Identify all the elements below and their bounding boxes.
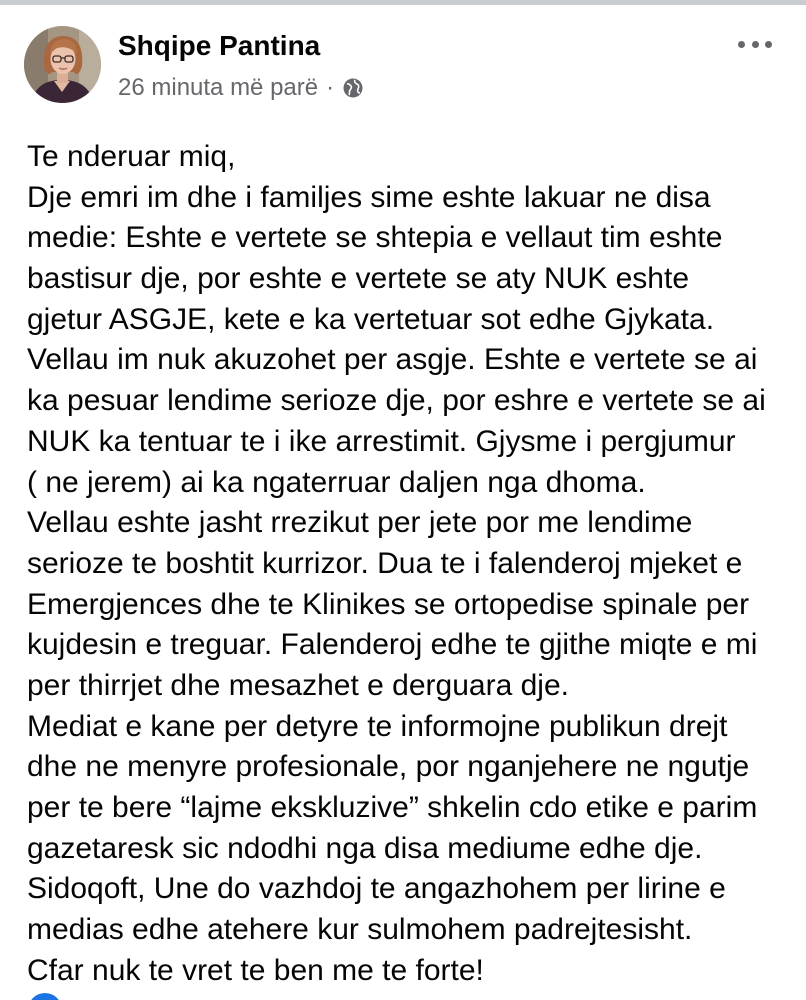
post-line: medias edhe atehere kur sulmohem padrejtesisht. [27,913,693,947]
post-line: Cfar nuk te vret te ben me te forte! [27,953,484,987]
post-line: Vellau eshte jasht rrezikut per jete por me lendime [27,506,693,540]
post-line: Te nderuar miq, [27,140,236,173]
reaction-icon[interactable] [26,993,66,1000]
post-line: bastisur dje, por eshte e vertete se aty NUK eshte [27,262,690,296]
more-options-icon[interactable] [734,30,776,58]
post-line: Mediat e kane per detyre te informojne publikun drejt [27,709,728,743]
post-line: kujdesin e treguar. Falenderoj edhe te gjithe miqte e mi [27,628,758,662]
post-text [27,137,797,991]
top-divider [0,0,806,5]
post-line: Emergjences dhe te Klinikes se ortopedise spinale per [27,587,750,621]
post-line: ka pesuar lendime serioze dje, por eshre e vertete se ai [27,384,766,418]
post-line: Sidoqoft, Une do vazhdoj te angazhohem per lirine e [27,872,726,906]
post-meta [118,73,364,103]
post-line: gazetaresk sic ndodhi nga disa mediume edhe dje. [27,831,703,865]
more-dot [752,41,759,48]
post-line: per thirrjet dhe mesazhet e derguara dje. [27,668,569,702]
avatar[interactable] [24,26,101,103]
globe-icon[interactable] [342,77,364,99]
post-timestamp[interactable]: 26 minuta më parë [118,74,319,101]
post-line: gjetur ASGJE, kete e ka vertetuar sot edhe Gjykata. [27,302,715,336]
reaction-badge [28,993,62,1000]
more-dot [765,41,772,48]
post-line: Dje emri im dhe i familjes sime eshte lakuar ne disa [27,180,711,214]
post-line: Vellau im nuk akuzohet per asgje. Eshte e vertete se ai [27,343,758,377]
more-dot [738,41,745,48]
author-name[interactable]: Shqipe Pantina [118,30,321,61]
post-line: serioze te boshtit kurrizor. Dua te i falenderoj mjeket e [27,546,743,580]
post-line: NUK ka tentuar te i ike arrestimit. Gjysme i pergjumur [27,424,736,458]
meta-separator: · [326,74,335,101]
post-line: medie: Eshte e vertete se shtepia e vellaut tim eshte [27,221,723,255]
post-line: ( ne jerem) ai ka ngaterruar daljen nga dhoma. [27,465,646,499]
avatar-image [24,26,101,103]
post-line: dhe ne menyre profesionale, por nganjehere ne ngutje [27,750,750,784]
post-line: per te bere “lajme ekskluzive” shkelin cdo etike e parim [27,791,758,824]
